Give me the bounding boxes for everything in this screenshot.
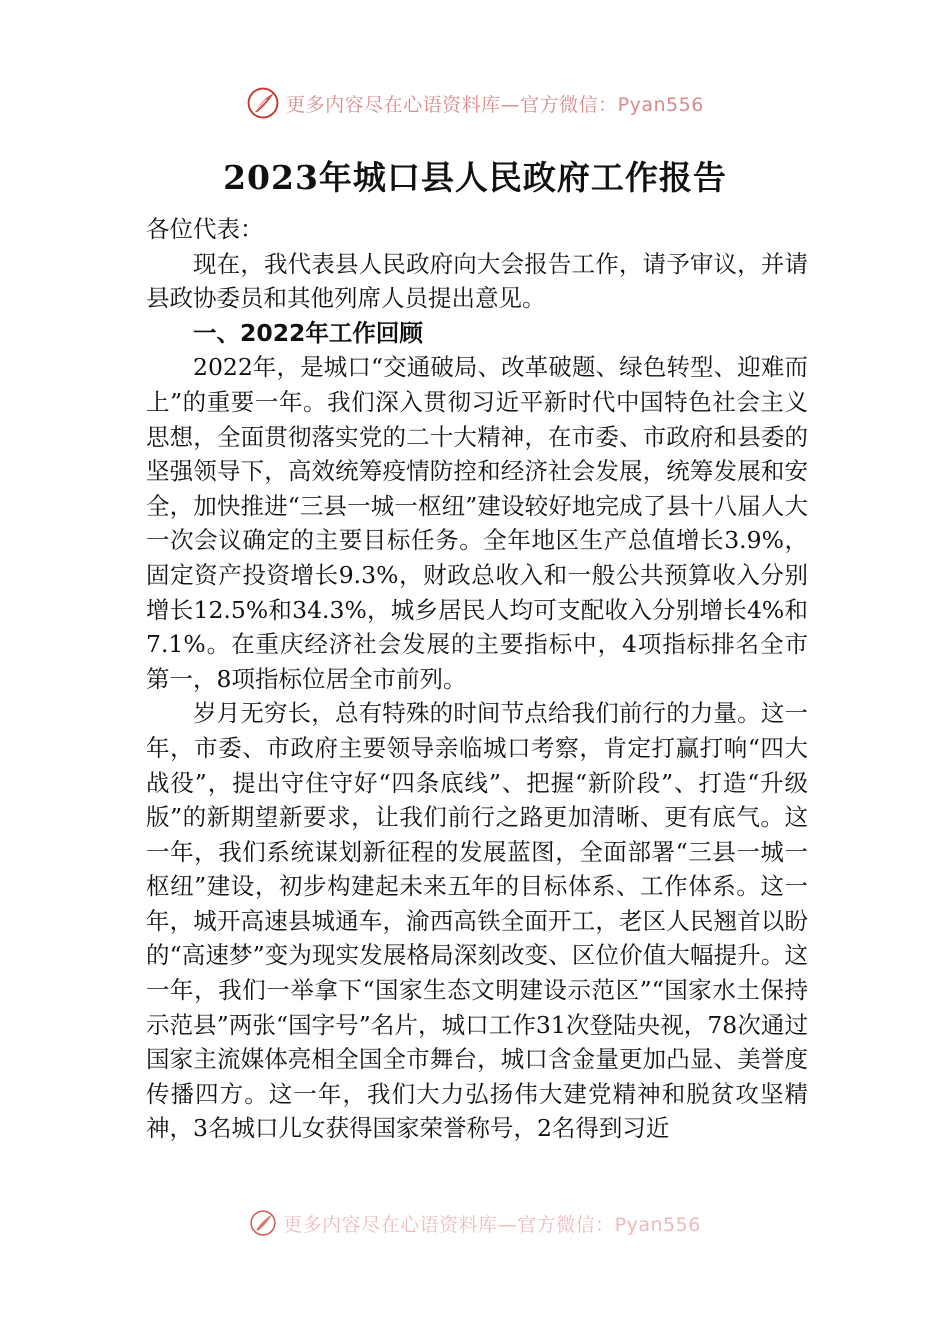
body-paragraph: 2022年，是城口“交通破局、改革破题、绿色转型、迎难而上”的重要一年。我们深入贯彻习近平新时代中国特色社会主义思想，全面贯彻落实党的二十大精神，在市委、市政府和县委的坚强领导下，高效统筹疫情防控和经济社会发展，统筹发展和安全，加快推进“三县一城一枢纽”建设较好地完成了县十八届人大一次会议确定的主要目标任务。全年地区生产总值增长3.9%，固定资产投资增长9.3%，财政总收入和一般公共预算收入分别增长12.5%和34.3%，城乡居民人均可支配收入分别增长4%和7.1%。在重庆经济社会发展的主要指标中，4项指标排名全市第一，8项指标位居全市前列。 <box>146 353 808 693</box>
document-title: 2023年城口县人民政府工作报告 <box>223 158 727 197</box>
watermark-text: 更多内容尽在心语资料库—官方微信：Pyan556 <box>286 93 704 116</box>
body-paragraph: 岁月无穷长，总有特殊的时间节点给我们前行的力量。这一年，市委、市政府主要领导亲临城口考察，肯定打赢打响“四大战役”，提出守住守好“四条底线”、把握“新阶段”、打造“升级版”的新期望新要求，让我们前行之路更加清晰、更有底气。这一年，我们系统谋划新征程的发展蓝图，全面部署“三县一城一枢纽”建设，初步构建起未来五年的目标体系、工作体系。这一年，城开高速县城通车，渝西高铁全面开工，老区人民翘首以盼的“高速梦”变为现实发展格局深刻改变、区位价值大幅提升。这一年，我们一举拿下“国家生态文明建设示范区”“国家水土保持示范县”两张“国字号”名片，城口工作31次登陆央视，78次通过国家主流媒体亮相全国全市舞台，城口含金量更加凸显、美誉度传播四方。这一年，我们大力弘扬伟大建党精神和脱贫攻坚精神，3名城口儿女获得国家荣誉称号，2名得到习近 <box>146 699 808 1143</box>
section-heading: 一、2022年工作回顾 <box>193 318 423 347</box>
watermark-header <box>0 84 950 122</box>
document-body <box>146 212 808 1146</box>
watermark-text: 更多内容尽在心语资料库—官方微信：Pyan556 <box>283 1213 701 1236</box>
quill-logo-icon <box>246 86 280 120</box>
intro-paragraph: 现在，我代表县人民政府向大会报告工作，请予审议，并请县政协委员和其他列席人员提出意见。 <box>146 249 808 313</box>
salutation: 各位代表： <box>146 215 264 243</box>
quill-logo-icon <box>249 1209 277 1237</box>
watermark-footer <box>0 1208 950 1238</box>
